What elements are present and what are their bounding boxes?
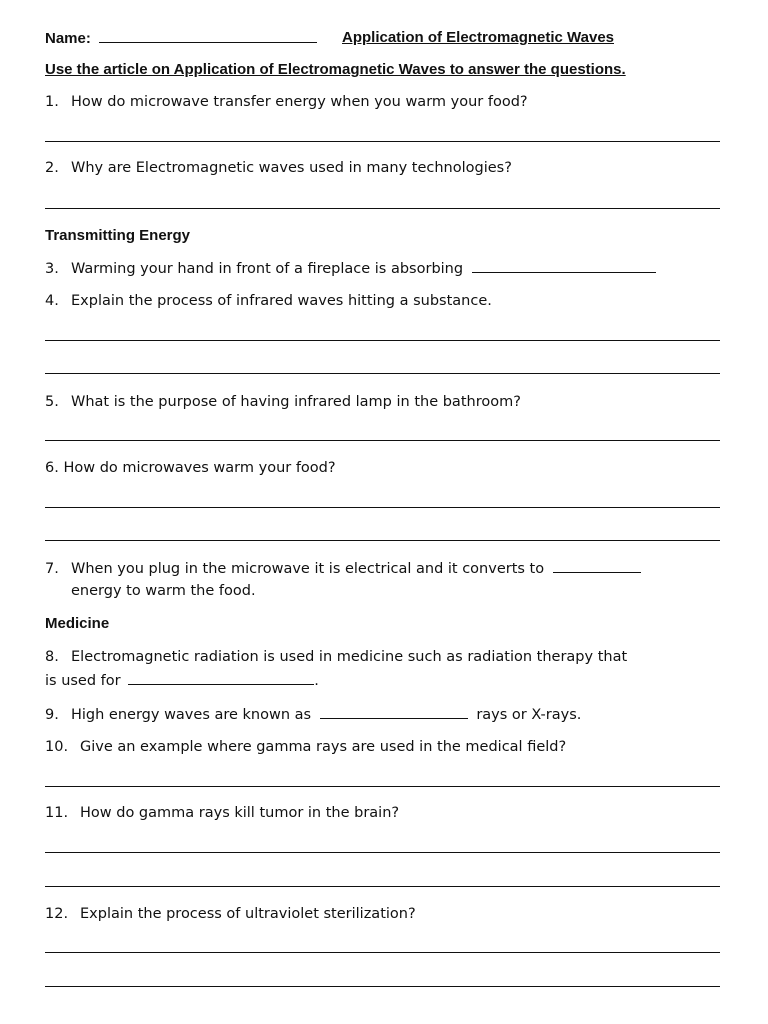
question-1: 1. How do microwave transfer energy when you warm your food?: [45, 94, 528, 110]
answer-line-5[interactable]: [45, 440, 720, 441]
answer-line-4a[interactable]: [45, 340, 720, 341]
question-7: 7. When you plug in the microwave it is electrical and it converts to: [45, 557, 641, 580]
answer-line-2[interactable]: [45, 208, 720, 209]
section-medicine: Medicine: [45, 615, 110, 632]
answer-line-12b[interactable]: [45, 986, 720, 987]
question-8-text-a: Electromagnetic radiation is used in medicine such as radiation therapy that: [71, 649, 628, 665]
question-8-blank[interactable]: [128, 669, 314, 685]
question-8-text-c: .: [314, 673, 319, 689]
question-9-blank[interactable]: [320, 703, 468, 719]
answer-line-11a[interactable]: [45, 852, 720, 853]
question-2-text: Why are Electromagnetic waves used in many technologies?: [71, 160, 512, 176]
question-3-blank[interactable]: [472, 257, 656, 273]
answer-line-10[interactable]: [45, 786, 720, 787]
question-8-line-2: [45, 669, 319, 692]
question-4: 4. Explain the process of infrared waves hitting a substance.: [45, 293, 492, 309]
worksheet-title: Application of Electromagnetic Waves: [342, 29, 614, 46]
question-1-text: How do microwave transfer energy when you warm your food?: [71, 94, 528, 110]
question-2: 2. Why are Electromagnetic waves used in many technologies?: [45, 160, 512, 176]
question-10-text: Give an example where gamma rays are used in the medical field?: [80, 739, 567, 755]
question-10: 10. Give an example where gamma rays are used in the medical field?: [45, 739, 567, 755]
instructions: Use the article on Application of Electromagnetic Waves to answer the questions.: [45, 61, 626, 78]
question-9-text-b: rays or X-rays.: [476, 707, 582, 723]
answer-line-11b[interactable]: [45, 886, 720, 887]
answer-line-12a[interactable]: [45, 952, 720, 953]
name-blank[interactable]: [99, 27, 317, 43]
question-12: 12. Explain the process of ultraviolet sterilization?: [45, 906, 416, 922]
answer-line-1[interactable]: [45, 141, 720, 142]
question-8: 8. Electromagnetic radiation is used in medicine such as radiation therapy that: [45, 649, 628, 665]
question-12-text: Explain the process of ultraviolet sterilization?: [80, 906, 416, 922]
question-4-text: Explain the process of infrared waves hitting a substance.: [71, 293, 492, 309]
section-transmitting-energy: Transmitting Energy: [45, 227, 191, 244]
question-6: 6. How do microwaves warm your food?: [45, 460, 336, 476]
name-label: Name:: [45, 30, 91, 47]
answer-line-6b[interactable]: [45, 540, 720, 541]
question-8-text-b: is used for: [45, 673, 121, 689]
question-6-text: How do microwaves warm your food?: [63, 460, 336, 476]
question-5: 5. What is the purpose of having infrared lamp in the bathroom?: [45, 394, 521, 410]
answer-line-4b[interactable]: [45, 373, 720, 374]
question-5-text: What is the purpose of having infrared lamp in the bathroom?: [71, 394, 521, 410]
question-9: 9. High energy waves are known as rays or X-rays.: [45, 703, 581, 726]
question-9-text-a: High energy waves are known as: [71, 707, 312, 723]
question-3-text: Warming your hand in front of a fireplace is absorbing: [71, 261, 464, 277]
question-3: 3. Warming your hand in front of a fireplace is absorbing: [45, 257, 656, 280]
question-11-text: How do gamma rays kill tumor in the brain?: [80, 805, 400, 821]
question-7-text-a: When you plug in the microwave it is electrical and it converts to: [71, 561, 545, 577]
answer-line-6a[interactable]: [45, 507, 720, 508]
question-7-blank[interactable]: [553, 557, 641, 573]
question-7-text-b: energy to warm the food.: [71, 583, 256, 599]
question-11: 11. How do gamma rays kill tumor in the brain?: [45, 805, 400, 821]
name-label-row: [45, 27, 317, 50]
